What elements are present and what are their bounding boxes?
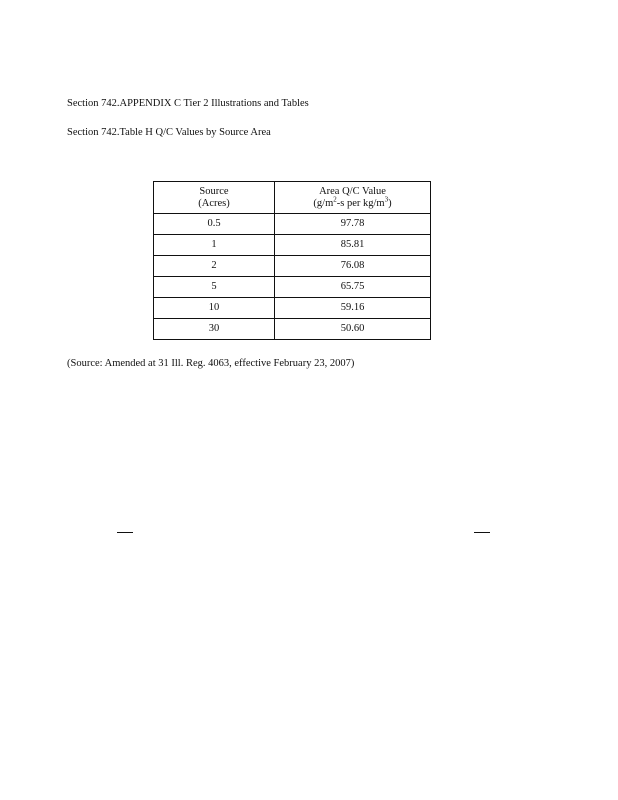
source-note: (Source: Amended at 31 Ill. Reg. 4063, effective February 23, 2007) (67, 358, 355, 369)
source-cell: 30 (154, 319, 275, 340)
qc-unit-pre: (g/m (313, 197, 334, 209)
qc-value-column-header (275, 182, 431, 214)
source-column-header (154, 182, 275, 214)
source-cell: 5 (154, 277, 275, 298)
qc-unit-sup1: 2 (333, 195, 337, 203)
source-header-line2: (Acres) (198, 197, 230, 209)
source-cell: 10 (154, 298, 275, 319)
table-row (154, 235, 431, 256)
footer-mark-left (117, 532, 133, 533)
table-row (154, 214, 431, 235)
qc-value-cell: 97.78 (275, 214, 431, 235)
qc-value-cell: 50.60 (275, 319, 431, 340)
qc-header-unit (275, 195, 430, 210)
qc-values-table (153, 181, 431, 340)
footer-mark-right (474, 532, 490, 533)
table-row (154, 256, 431, 277)
qc-value-cell: 65.75 (275, 277, 431, 298)
table-row (154, 298, 431, 319)
table-row (154, 277, 431, 298)
source-cell: 0.5 (154, 214, 275, 235)
qc-unit-sup2: 3 (384, 195, 389, 203)
qc-unit-post: ) (388, 197, 392, 209)
table-row (154, 319, 431, 340)
source-header-line1: Source (199, 185, 229, 197)
qc-value-cell: 85.81 (275, 235, 431, 256)
qc-unit-mid: -s per kg/m (336, 197, 385, 209)
table-heading: Section 742.Table H Q/C Values by Source Area (67, 127, 271, 138)
qc-header-line1: Area Q/C Value (319, 185, 386, 197)
source-cell: 2 (154, 256, 275, 277)
source-cell: 1 (154, 235, 275, 256)
section-heading: Section 742.APPENDIX C Tier 2 Illustrations and Tables (67, 98, 309, 109)
qc-value-cell: 76.08 (275, 256, 431, 277)
table-header-row (154, 182, 431, 214)
qc-value-cell: 59.16 (275, 298, 431, 319)
